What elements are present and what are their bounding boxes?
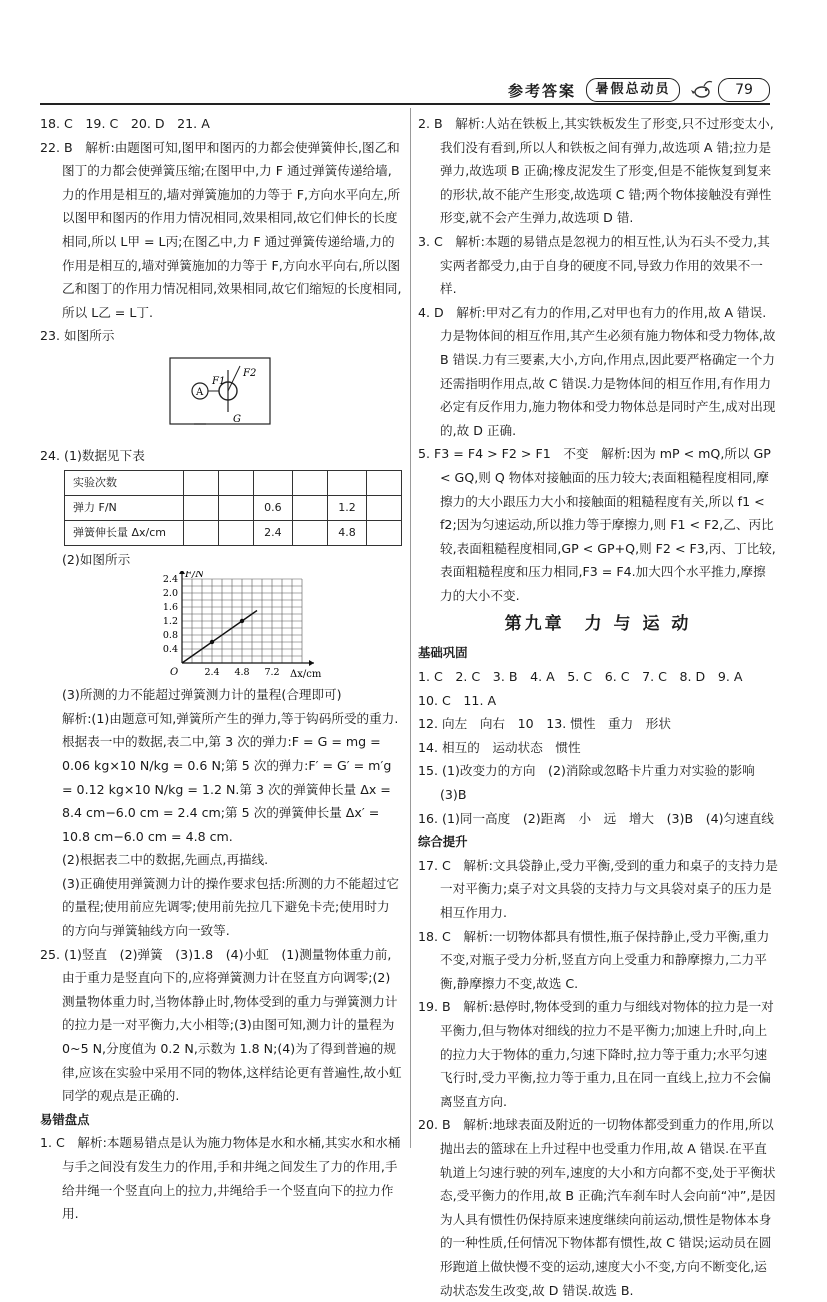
table-cell [218, 520, 253, 545]
table-cell [183, 495, 218, 520]
y-tick-label: 0.8 [162, 630, 178, 642]
answer-paragraph: 18. C 解析:一切物体都具有惯性,瓶子保持静止,受力平衡,重力不变,对瓶子受力分析,竖直方向上受重力和静摩擦力,二力平衡,静摩擦力不变,故选 C. [418, 928, 770, 991]
header-section-title: 参考答案 [508, 82, 577, 100]
answer-paragraph: 1. C 解析:本题易错点是认为施力物体是水和水桶,其实水和水桶与手之间没有发生力的作用,手和井绳之间发生了力的作用,手给井绳一个竖直向上的拉力,井绳给手一个竖直向下的拉力作用. [40, 1135, 401, 1222]
x-tick-label: 7.2 [264, 667, 280, 679]
y-tick-label: 0.4 [162, 644, 178, 656]
y-tick-label: 1.6 [162, 602, 178, 614]
column-divider [410, 108, 411, 1148]
section-heading: 综合提升 [418, 834, 468, 850]
section-heading: 基础巩固 [418, 645, 468, 661]
x-axis-arrow-icon [309, 660, 314, 666]
force-diagram [40, 350, 402, 442]
right-column [418, 112, 778, 1302]
data-table [64, 470, 402, 546]
f-deltax-chart [40, 571, 402, 683]
table-cell: 2.4 [253, 520, 292, 545]
table-cell [183, 470, 218, 495]
analysis-paragraph: 解析:(1)由题意可知,弹簧所产生的弹力,等于钩码所受的重力.根据表一中的数据,表二中,第 3 次的弹力:F = G = mg = 0.06 kg×10 N/kg = 0.6 N;第 5 次的弹力:F′ = G′ = m′g = 0.12 kg×10 N/kg = 1.2 N.第 3 次的弹簧伸长量 Δx = 8.4 cm−6.0 cm = 2.4 cm;第 5 次的弹簧伸长量 Δx′ = 10.8 cm−6.0 cm = 4.8 cm. [62, 710, 399, 844]
analysis-paragraph: (3)正确使用弹簧测力计的操作要求包括:所测的力不能超过它的量程;使用前应先调零;使用前先拉几下避免卡壳;使用时力的方向与弹簧轴线方向一致等. [62, 875, 399, 939]
answer-line: (2)如图所示 [62, 551, 131, 567]
table-cell [292, 470, 327, 495]
table-row [65, 520, 402, 545]
answer-paragraph: 3. C 解析:本题的易错点是忽视力的相互性,认为石头不受力,其实两者都受力,由于自身的硬度不同,导致力作用的效果不一样. [418, 233, 770, 297]
table-cell [292, 495, 327, 520]
table-row [65, 470, 402, 495]
series-line [182, 611, 257, 664]
answer-paragraph: 16. (1)同一高度 (2)距离 小 远 增大 (3)B (4)匀速直线 [418, 810, 774, 826]
meter-a-label: A [196, 386, 204, 398]
answer-line: 14. 相互的 运动状态 惯性 [418, 739, 581, 755]
answer-paragraph: 22. B 解析:由题图可知,图甲和图丙的力都会使弹簧伸长,图乙和图丁的力都会使弹簧压缩;在图甲中,力 F 通过弹簧传递给墙,力的作用是相互的,墙对弹簧施加的力等于 F,方向水平向左,所以图甲和图丙的作用力情况相同,效果相同,故它们伸长的长度相同,所以 L甲 = L丙;在图乙中,力 F 通过弹簧传递给墙,力的作用是相互的,墙对弹簧施加的力等于 F,方向水平向右,所以图乙和图丁的作用力情况相同,效果相同,故它们缩短的长度相同,所以 L乙 = L丁. [40, 139, 402, 320]
answer-paragraph: 19. B 解析:悬停时,物体受到的重力与细线对物体的拉力是一对平衡力,但与物体对细线的拉力不是平衡力;加速上升时,向上的拉力大于物体的重力,匀速下降时,拉力等于重力;水平匀速飞行时,受力平衡,拉力等于重力,且在同一直线上,拉力不会偏离竖直方向. [418, 999, 774, 1109]
label-f1: F1 [212, 375, 226, 387]
table-cell: 4.8 [327, 520, 366, 545]
table-cell [253, 470, 292, 495]
answer-line: 24. (1)数据见下表 [40, 447, 145, 463]
x-axis-label: Δx/cm [290, 669, 322, 681]
x-tick-label: 2.4 [204, 667, 220, 679]
table-cell [367, 470, 402, 495]
header-rule [40, 103, 770, 105]
table-cell [327, 470, 366, 495]
table-row-header: 弹力 F/N [65, 495, 184, 520]
page-number: 79 [718, 78, 770, 102]
table-cell: 1.2 [327, 495, 366, 520]
x-tick-label: 4.8 [234, 667, 250, 679]
origin-label: O [170, 667, 179, 679]
answer-paragraph: 20. B 解析:地球表面及附近的一切物体都受到重力的作用,所以抛出去的篮球在上升过程中也受重力作用,故 A 错误.在平直轨道上匀速行驶的列车,速度的大小和方向都不变,处于平衡状态,受平衡力的作用,故 B 正确;汽车刹车时人会向前“冲”,是因为人具有惯性仍保持原来速度继续向前运动,惯性是物体本身的一种性质,任何情况下物体都有惯性,故 C 错误;运动员在圆形跑道上做快慢不变的运动,速度大小不变,方向不断变化,运动状态发生改变,故 D 错误.故选 B. [418, 1117, 776, 1298]
section-heading: 易错盘点 [40, 1111, 90, 1127]
chapter-title: 第九章 力 与 运 动 [504, 614, 692, 635]
answer-paragraph: 25. (1)竖直 (2)弹簧 (3)1.8 (4)小虹 (1)测量物体重力前,由于重力是竖直向下的,应将弹簧测力计在竖直方向调零;(2)测量物体重力时,当物体静止时,物体受到的重力与弹簧测力计的拉力是一对平衡力,大小相等;(3)由图可知,测力计的量程为 0~5 N,分度值为 0.2 N,示数为 1.8 N;(4)为了得到普遍的规律,应该在实验中采用不同的物体,这样结论更有普遍性,故小虹同学的观点是正确的. [40, 946, 402, 1104]
table-cell [183, 520, 218, 545]
label-g: G [233, 413, 241, 425]
answer-line: 1. C 2. C 3. B 4. A 5. C 6. C 7. C 8. D 9. A [418, 669, 743, 685]
y-tick-label: 2.4 [162, 574, 178, 586]
answer-line: 12. 向左 向右 10 13. 惯性 重力 形状 [418, 716, 671, 732]
table-cell [367, 495, 402, 520]
force-f2-arrow [228, 366, 240, 391]
y-tick-label: 2.0 [162, 588, 178, 600]
answer-paragraph: 15. (1)改变力的方向 (2)消除或忽略卡片重力对实验的影响 (3)B [418, 763, 768, 803]
label-f2: F2 [243, 367, 257, 379]
table-cell [292, 520, 327, 545]
answer-paragraph: 4. D 解析:甲对乙有力的作用,乙对甲也有力的作用,故 A 错误.力是物体间的相互作用,其产生必须有施力物体和受力物体,故 B 错误.力有三要素,大小,方向,作用点,因此要严格确定一个力还需指明作用点,故 C 错误.力是物体间的相互作用,有作用力必定有反作用力,施力物体和受力物体总是同时产生,成对出现的,故 D 正确. [418, 304, 776, 438]
table-cell [218, 470, 253, 495]
bird-decoration-icon [690, 78, 714, 102]
table-cell: 0.6 [253, 495, 292, 520]
table-row [65, 495, 402, 520]
y-tick-label: 1.2 [162, 616, 178, 628]
answer-line: (3)所测的力不能超过弹簧测力计的量程(合理即可) [62, 687, 342, 703]
analysis-paragraph: (2)根据表二中的数据,先画点,再描线. [62, 852, 269, 868]
answer-paragraph: 5. F3 = F4 > F2 > F1 不变 解析:因为 mP < mQ,所以 GP < GQ,则 Q 物体对接触面的压力较大;表面粗糙程度相同,摩擦力的大小跟压力大小和接触面的粗糙程度有关,所以 f1 < f2;因为匀速运动,所以推力等于摩擦力,则 F1 < F2,乙、丙比较,表面粗糙程度相同,GP < GP+Q,则 F2 < F3,丙、丁比较,表面粗糙程度和压力相同,F3 = F4.加大四个水平推力,摩擦力的大小不变. [418, 446, 776, 603]
table-cell [218, 495, 253, 520]
header-book-title: 暑假总动员 [586, 78, 680, 102]
answer-paragraph: 17. C 解析:文具袋静止,受力平衡,受到的重力和桌子的支持力是一对平衡力;桌子对文具袋的支持力与文具袋对桌子的压力是相互作用力. [418, 857, 778, 920]
answer-paragraph: 2. B 解析:人站在铁板上,其实铁板发生了形变,只不过形变太小,我们没有看到,所以人和铁板之间有弹力,故选项 A 错;拉力是弹力,故选项 B 正确;橡皮泥发生了形变,但是不能恢复到复来的形状,故不能产生形变,故选项 C 错;两个物体接触没有弹性形变,就不会产生弹力,故选项 D 错. [418, 116, 774, 226]
table-row-header: 实验次数 [65, 470, 184, 495]
table-cell [367, 520, 402, 545]
answer-line: 10. C 11. A [418, 692, 497, 708]
left-column [40, 112, 402, 1226]
answer-line: 23. 如图所示 [40, 328, 115, 344]
y-axis-label: F/N [185, 571, 205, 581]
data-point [240, 619, 244, 623]
data-point [210, 640, 214, 644]
answer-line: 18. C 19. C 20. D 21. A [40, 116, 210, 131]
page-header [0, 78, 827, 104]
table-row-header: 弹簧伸长量 Δx/cm [65, 520, 184, 545]
